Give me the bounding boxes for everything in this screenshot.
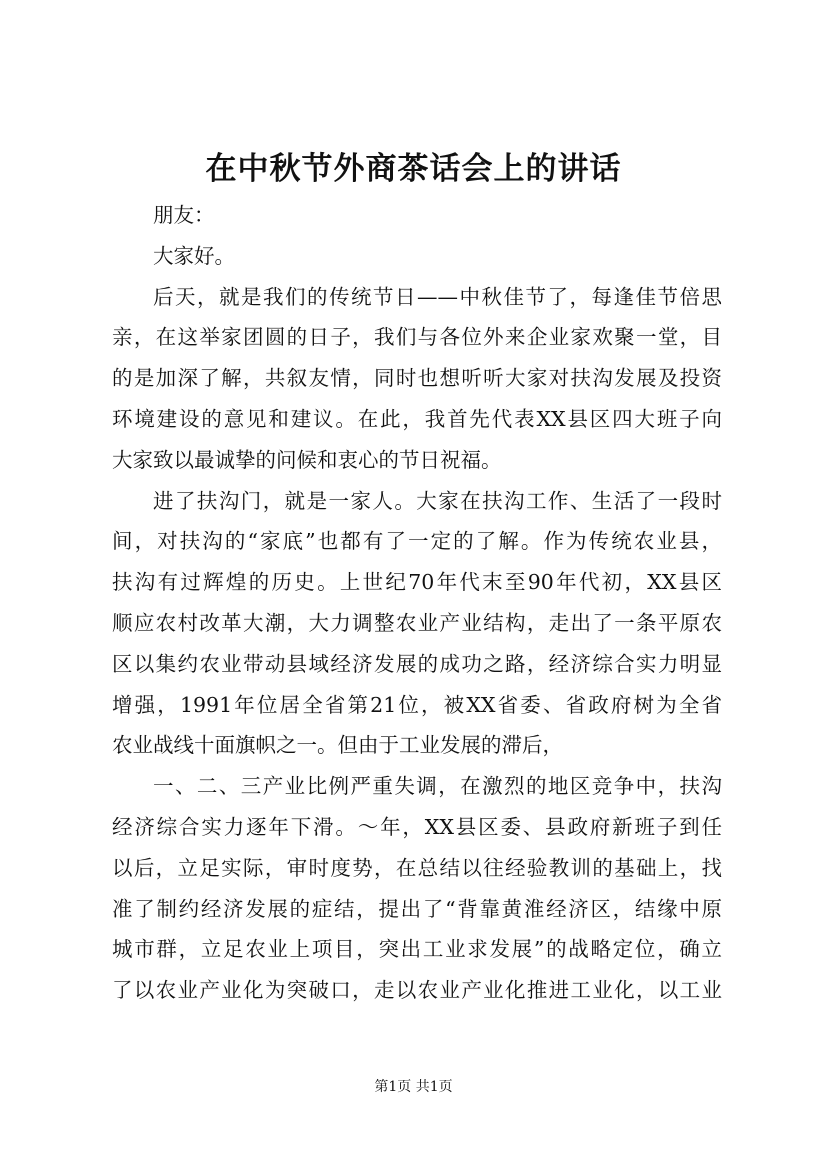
text-line: 环境建设的意见和建议。在此，我首先代表XX县区四大班子向 [112,406,722,431]
text-line: 准了制约经济发展的症结，提出了“背靠黄淮经济区，结缘中原 [112,896,722,921]
text-line: 后天，就是我们的传统节日——中秋佳节了，每逢佳节倍思 [153,284,722,309]
text-line: 大家好。 [153,243,235,268]
text-line: 的是加深了解，共叙友情，同时也想听听大家对扶沟发展及投资 [112,366,722,391]
text-line: 增强，1991年位居全省第21位，被XX省委、省政府树为全省 [112,692,722,717]
page-footer: 第1页 共1页 [374,1079,453,1095]
text-line: 一、二、三产业比例严重失调，在激烈的地区竞争中，扶沟 [153,774,722,799]
text-line: 间，对扶沟的“家底”也都有了一定的了解。作为传统农业县， [112,529,722,554]
text-line: 区以集约农业带动县域经济发展的成功之路，经济综合实力明显 [112,651,722,676]
document-title: 在中秋节外商茶话会上的讲话 [205,151,622,187]
text-line: 扶沟有过辉煌的历史。上世纪70年代末至90年代初，XX县区 [112,570,722,595]
text-line: 经济综合实力逐年下滑。～年，XX县区委、县政府新班子到任 [112,814,722,839]
text-line: 顺应农村改革大潮，大力调整农业产业结构，走出了一条平原农 [112,610,722,635]
text-line: 了以农业产业化为突破口，走以农业产业化推进工业化，以工业 [112,978,722,1003]
text-line: 进了扶沟门，就是一家人。大家在扶沟工作、生活了一段时 [153,488,722,513]
text-line: 城市群，立足农业上项目，突出工业求发展”的战略定位，确立 [112,937,722,962]
text-line: 朋友： [153,203,215,227]
text-line: 大家致以最诚挚的问候和衷心的节日祝福。 [112,447,502,472]
text-line: 亲，在这举家团圆的日子，我们与各位外来企业家欢聚一堂，目 [112,325,722,350]
text-line: 以后，立足实际，审时度势，在总结以往经验教训的基础上，找 [112,855,722,880]
text-line: 农业战线十面旗帜之一。但由于工业发展的滞后， [112,733,563,758]
document-body [112,195,722,1011]
